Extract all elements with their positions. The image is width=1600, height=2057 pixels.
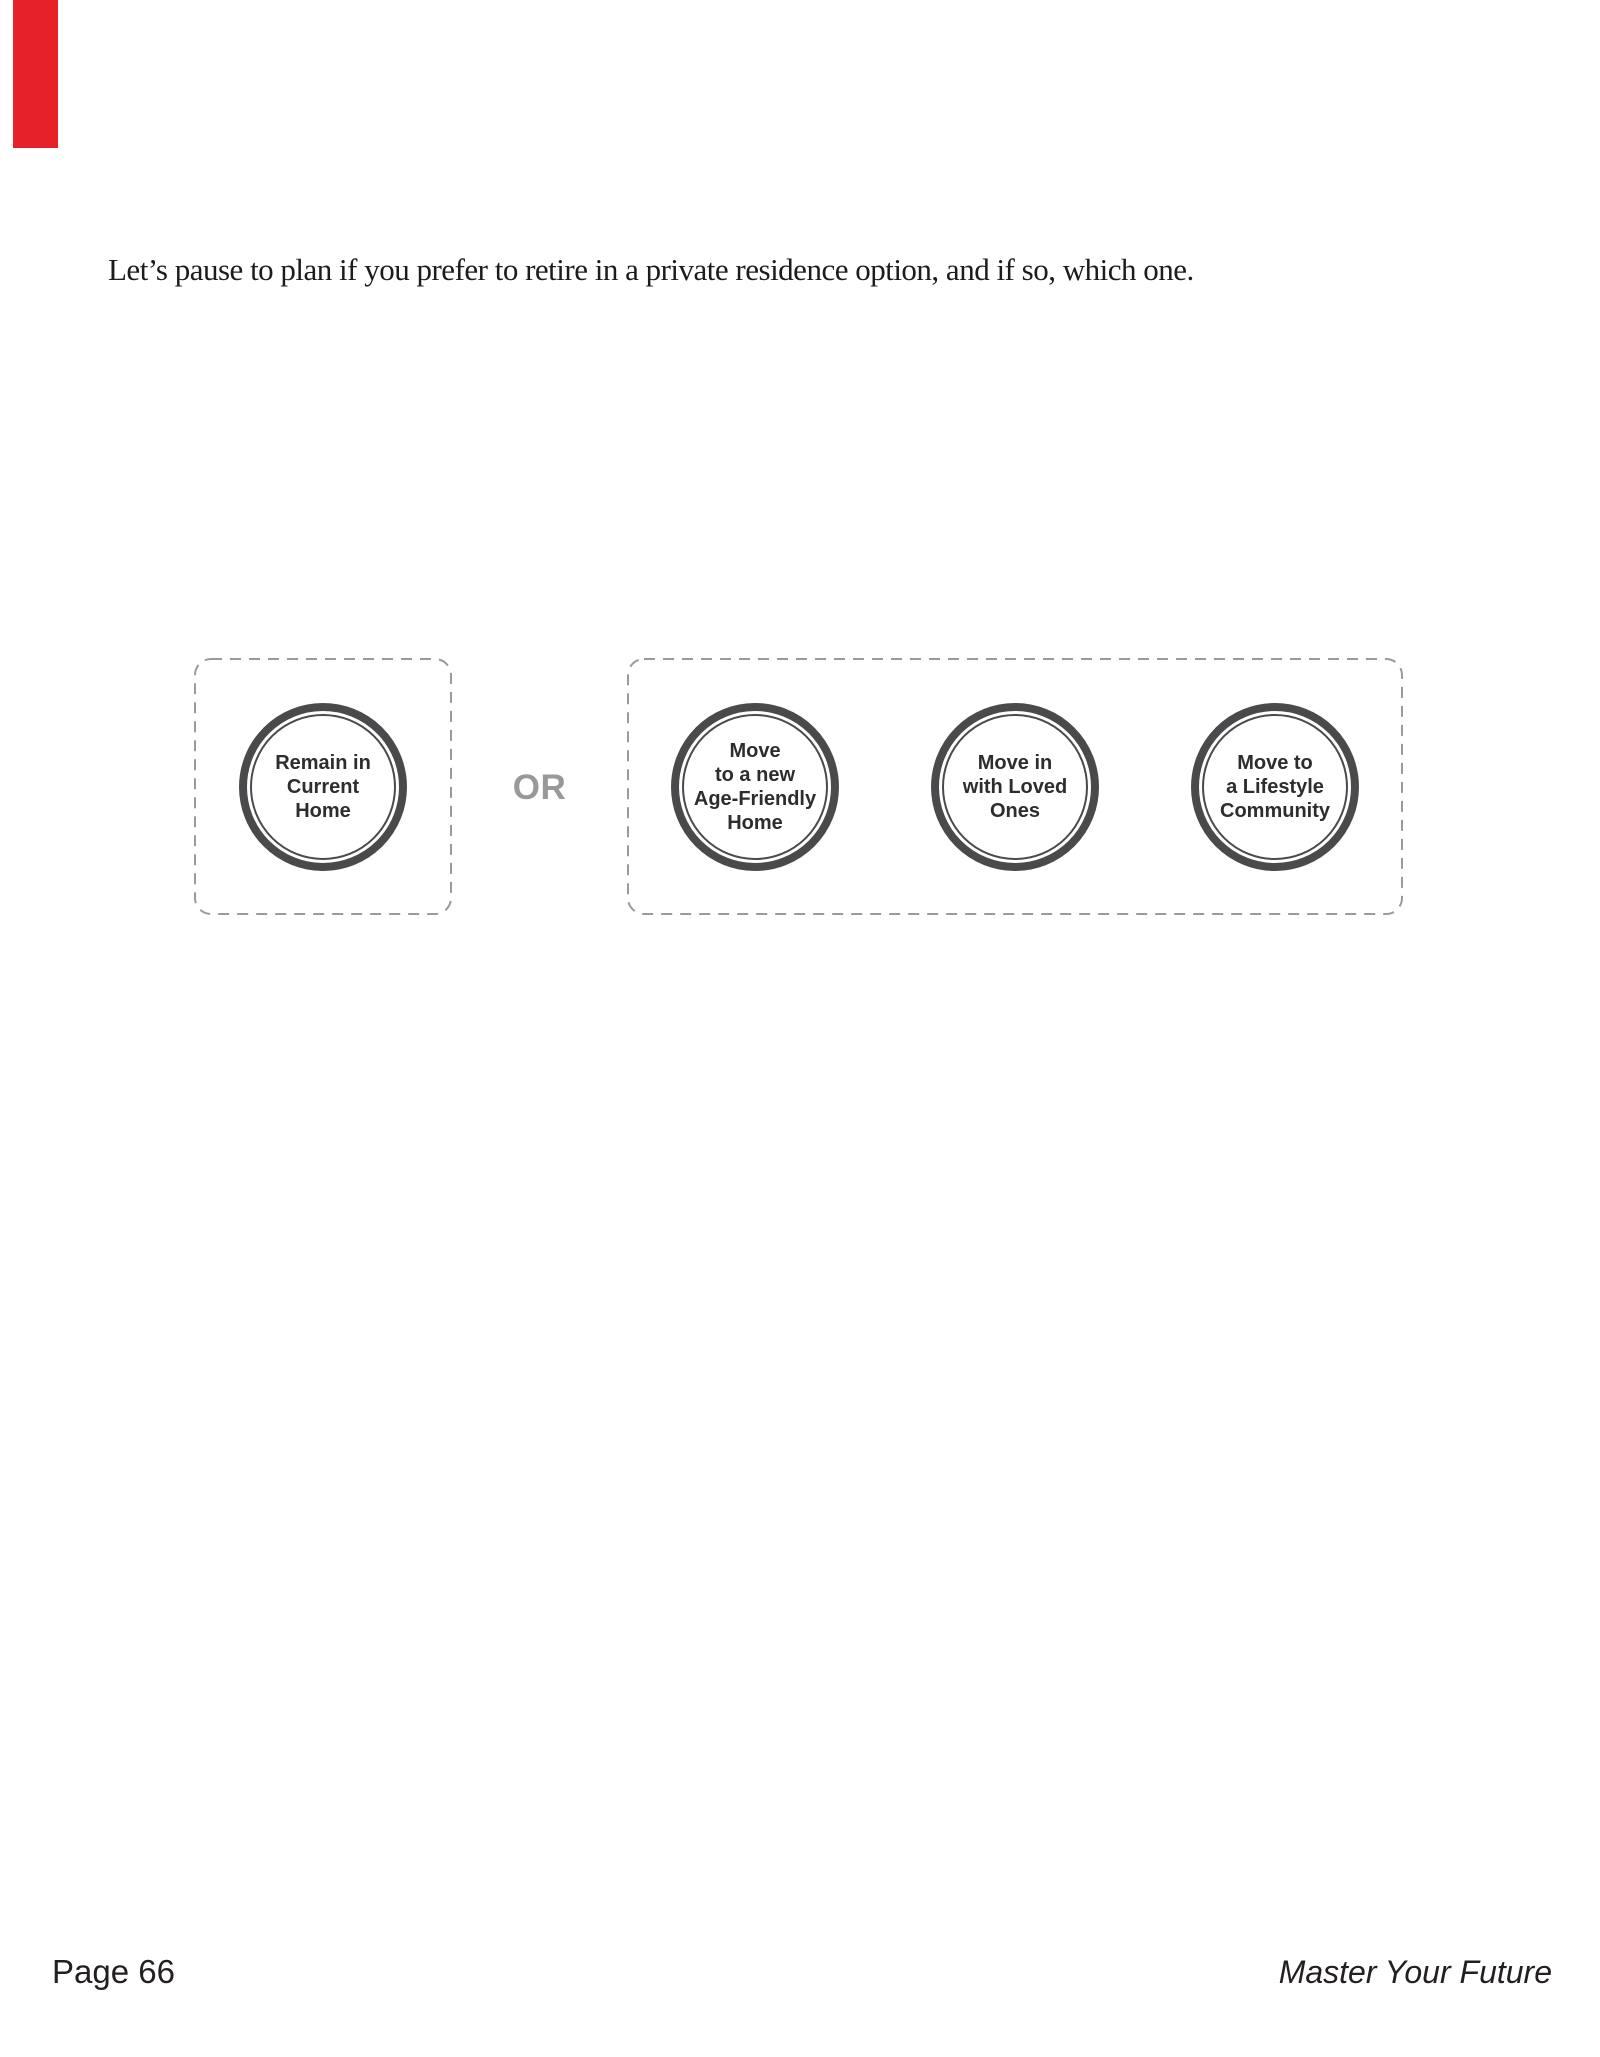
label-line: Age-Friendly [693,788,817,810]
or-connector-label: OR [512,768,567,807]
label-line: with Loved [962,776,1068,798]
chapter-accent-bar [13,0,58,148]
option-circle-age-friendly-home [671,703,839,871]
label-line: Community [1220,800,1330,822]
label-line: Home [295,800,351,822]
label-line: to a new [714,764,795,786]
label-line: Remain in [275,752,371,774]
label-line: a Lifestyle [1226,776,1324,798]
option-circle-label [1220,751,1330,823]
option-circle-label [275,751,371,823]
intro-sentence: Let’s pause to plan if you prefer to retire in a private residence option, and if so, which one. [108,252,1194,287]
option-circle-remain-in-current-home [239,703,407,871]
label-line: Move to [1237,752,1313,774]
option-group-move [627,658,1403,915]
label-line: Move [729,740,781,762]
footer-book-title: Master Your Future [1278,1954,1552,1990]
label-line: Home [727,812,783,834]
footer-page-number: Page 66 [52,1953,175,1990]
option-group-remain [194,658,452,915]
label-line: Ones [989,800,1040,822]
label-line: Current [286,776,360,798]
option-circle-move-in-with-loved-ones [931,703,1099,871]
option-circle-label [694,739,816,835]
option-circle-lifestyle-community [1191,703,1359,871]
label-line: Move in [977,752,1053,774]
option-circle-label [963,751,1067,823]
